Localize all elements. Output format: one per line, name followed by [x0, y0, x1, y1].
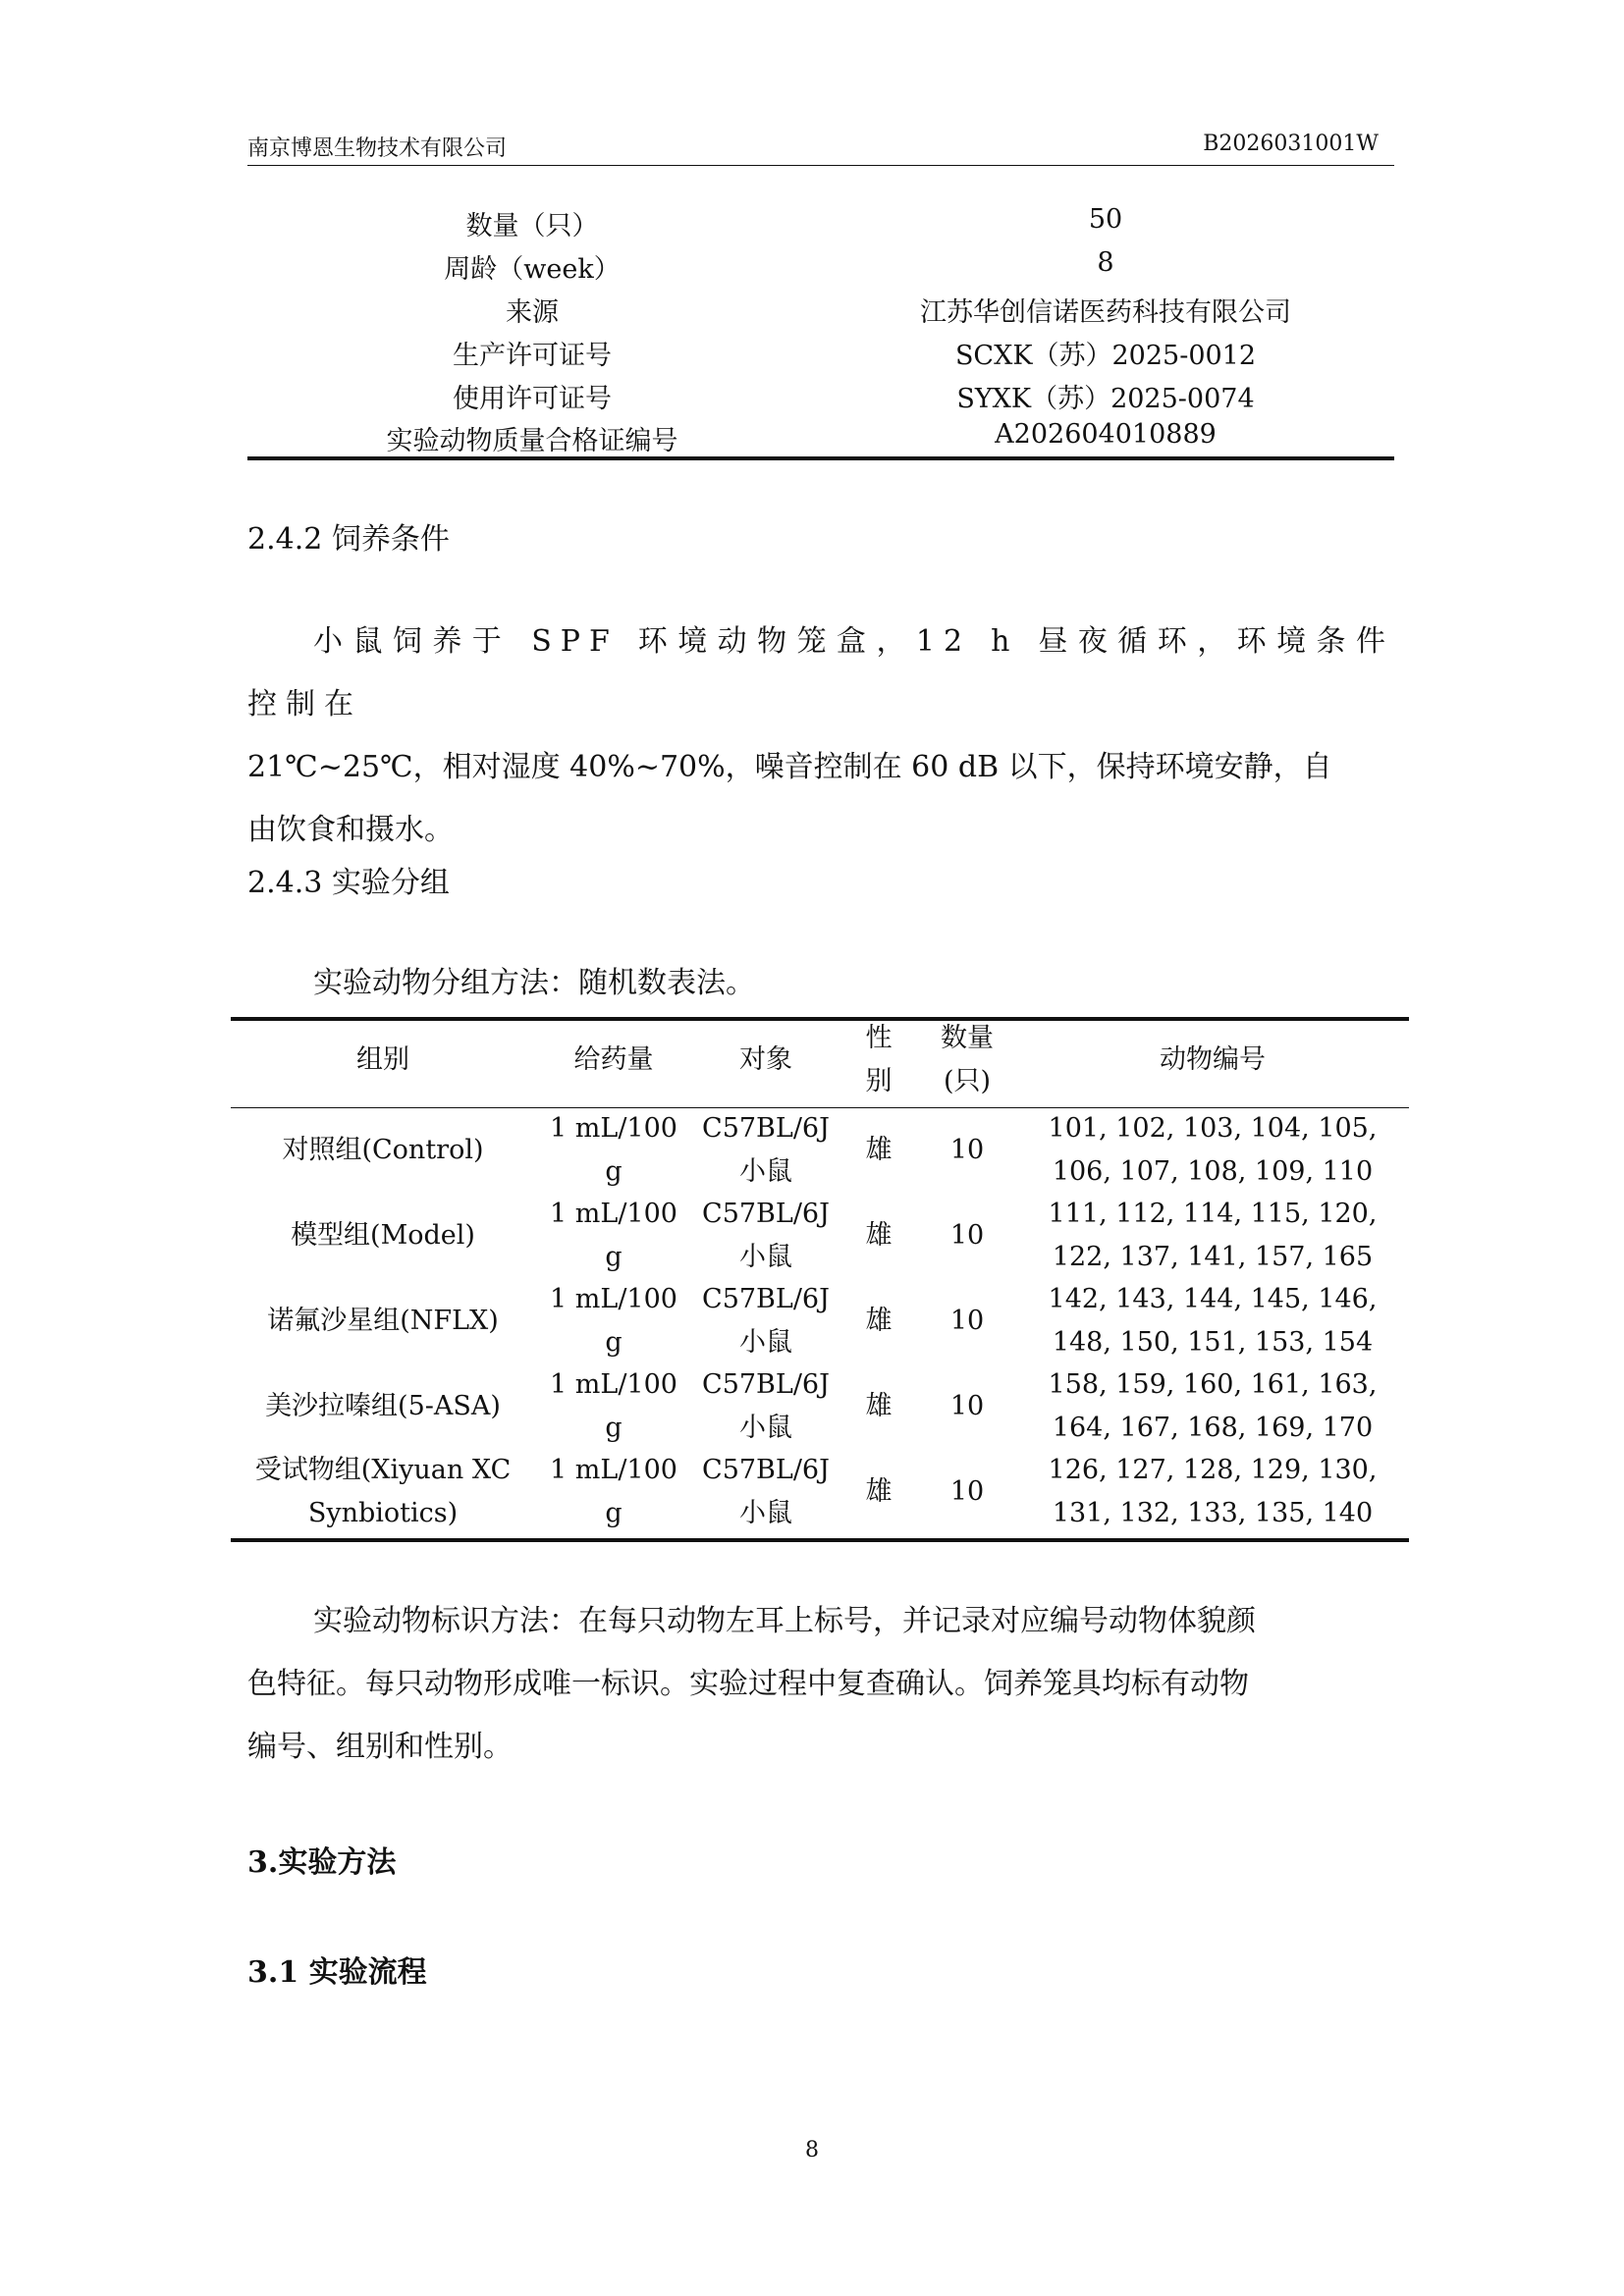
- table-header-rule: [231, 1107, 1409, 1108]
- info-value: SCXK（苏）2025-0012: [954, 341, 1257, 371]
- cell-count: 10: [949, 1391, 985, 1421]
- paragraph-line: 编号、组别和性别。: [247, 1730, 513, 1764]
- col-header-count: 数量: [941, 1023, 994, 1053]
- cell-dose: g: [605, 1156, 623, 1187]
- cell-sex: 雄: [865, 1135, 893, 1165]
- col-header-sex: 别: [865, 1066, 893, 1096]
- paragraph-line: 色特征。每只动物形成唯一标识。实验过程中复查确认。饲养笼具均标有动物: [247, 1667, 1249, 1701]
- cell-dose: g: [605, 1327, 623, 1358]
- cell-animal-ids: 158, 159, 160, 161, 163,: [1048, 1369, 1378, 1400]
- col-header-dose: 给药量: [573, 1044, 654, 1075]
- cell-dose: g: [605, 1413, 623, 1443]
- info-value: 江苏华创信诺医药科技有限公司: [920, 297, 1291, 328]
- table-bottom-rule: [231, 1538, 1409, 1542]
- cell-dose: 1 mL/100: [550, 1455, 677, 1485]
- table-bottom-rule: [247, 456, 1394, 460]
- section-heading: 3.1 实验流程: [247, 1955, 427, 1990]
- cell-dose: 1 mL/100: [550, 1369, 677, 1400]
- table-top-rule: [231, 1017, 1409, 1021]
- cell-dose: g: [605, 1498, 623, 1528]
- paragraph-line: 实验动物标识方法：在每只动物左耳上标号，并记录对应编号动物体貌颜: [313, 1604, 1256, 1638]
- info-row: [247, 198, 1394, 241]
- cell-subject: C57BL/6J: [702, 1455, 830, 1485]
- col-header-subject: 对象: [739, 1044, 792, 1075]
- cell-dose: g: [605, 1242, 623, 1272]
- cell-sex: 雄: [865, 1306, 893, 1336]
- cell-subject: C57BL/6J: [702, 1369, 830, 1400]
- col-header-count: (只): [943, 1066, 992, 1096]
- col-header-animal-ids: 动物编号: [1160, 1044, 1266, 1075]
- info-value: SYXK（苏）2025-0074: [956, 384, 1255, 414]
- cell-animal-ids: 106, 107, 108, 109, 110: [1052, 1156, 1374, 1187]
- cell-sex: 雄: [865, 1476, 893, 1507]
- info-label: 使用许可证号: [453, 384, 612, 414]
- info-row: [247, 328, 1394, 371]
- cell-subject: 小鼠: [739, 1498, 792, 1528]
- info-value: 8: [1097, 247, 1114, 278]
- paragraph-line: 由饮食和摄水。: [247, 813, 454, 847]
- info-row: [247, 241, 1394, 285]
- info-row: [247, 285, 1394, 328]
- info-value: A202604010889: [995, 419, 1217, 450]
- info-label: 数量（只）: [465, 211, 599, 241]
- cell-subject: C57BL/6J: [702, 1284, 830, 1314]
- cell-dose: 1 mL/100: [550, 1199, 677, 1229]
- cell-animal-ids: 101, 102, 103, 104, 105,: [1048, 1113, 1378, 1144]
- cell-subject: 小鼠: [739, 1156, 792, 1187]
- cell-count: 10: [949, 1220, 985, 1251]
- cell-animal-ids: 111, 112, 114, 115, 120,: [1048, 1199, 1378, 1229]
- paragraph-line: 小鼠饲养于 SPF 环境动物笼盒，12 h 昼夜循环，环境条件控制在: [247, 624, 1394, 721]
- info-label: 来源: [506, 297, 559, 328]
- cell-subject: C57BL/6J: [702, 1199, 830, 1229]
- header-company: 南京博恩生物技术有限公司: [247, 136, 508, 161]
- grouping-method: 实验动物分组方法：随机数表法。: [313, 966, 755, 1000]
- marking-paragraph: [247, 1590, 1394, 1779]
- section-heading: 3.实验方法: [247, 1845, 397, 1880]
- husbandry-paragraph: [247, 611, 1394, 862]
- cell-sex: 雄: [865, 1220, 893, 1251]
- cell-dose: 1 mL/100: [550, 1113, 677, 1144]
- cell-animal-ids: 142, 143, 144, 145, 146,: [1048, 1284, 1378, 1314]
- section-heading: 2.4.2 饲养条件: [247, 522, 450, 557]
- cell-group: 对照组(Control): [282, 1135, 484, 1165]
- cell-count: 10: [949, 1135, 985, 1165]
- info-value: 50: [1088, 204, 1123, 235]
- cell-animal-ids: 122, 137, 141, 157, 165: [1052, 1242, 1374, 1272]
- cell-animal-ids: 148, 150, 151, 153, 154: [1052, 1327, 1374, 1358]
- cell-sex: 雄: [865, 1391, 893, 1421]
- col-header-sex: 性: [865, 1023, 893, 1053]
- cell-subject: C57BL/6J: [702, 1113, 830, 1144]
- info-label: 生产许可证号: [453, 341, 612, 371]
- cell-group: 受试物组(Xiyuan XC: [254, 1455, 512, 1485]
- info-row: [247, 413, 1394, 456]
- info-row: [247, 371, 1394, 414]
- page-number: 8: [805, 2138, 819, 2163]
- cell-group: 诺氟沙星组(NFLX): [267, 1306, 499, 1336]
- cell-group: 模型组(Model): [291, 1220, 475, 1251]
- cell-subject: 小鼠: [739, 1242, 792, 1272]
- cell-dose: 1 mL/100: [550, 1284, 677, 1314]
- cell-animal-ids: 131, 132, 133, 135, 140: [1052, 1498, 1374, 1528]
- cell-group: Synbiotics): [307, 1498, 459, 1528]
- cell-animal-ids: 164, 167, 168, 169, 170: [1052, 1413, 1374, 1443]
- info-label: 周龄（week）: [444, 254, 621, 285]
- col-header-group: 组别: [356, 1044, 409, 1075]
- cell-group: 美沙拉嗪组(5-ASA): [265, 1391, 501, 1421]
- header-report-number: B2026031001W: [1203, 132, 1379, 156]
- paragraph-line: 21℃~25℃，相对湿度 40%~70%，噪音控制在 60 dB 以下，保持环境安静，自: [247, 750, 1332, 784]
- cell-subject: 小鼠: [739, 1327, 792, 1358]
- cell-count: 10: [949, 1476, 985, 1507]
- cell-count: 10: [949, 1306, 985, 1336]
- info-label: 实验动物质量合格证编号: [386, 426, 678, 456]
- cell-animal-ids: 126, 127, 128, 129, 130,: [1048, 1455, 1378, 1485]
- header-divider: [247, 165, 1394, 166]
- cell-subject: 小鼠: [739, 1413, 792, 1443]
- section-heading: 2.4.3 实验分组: [247, 866, 450, 900]
